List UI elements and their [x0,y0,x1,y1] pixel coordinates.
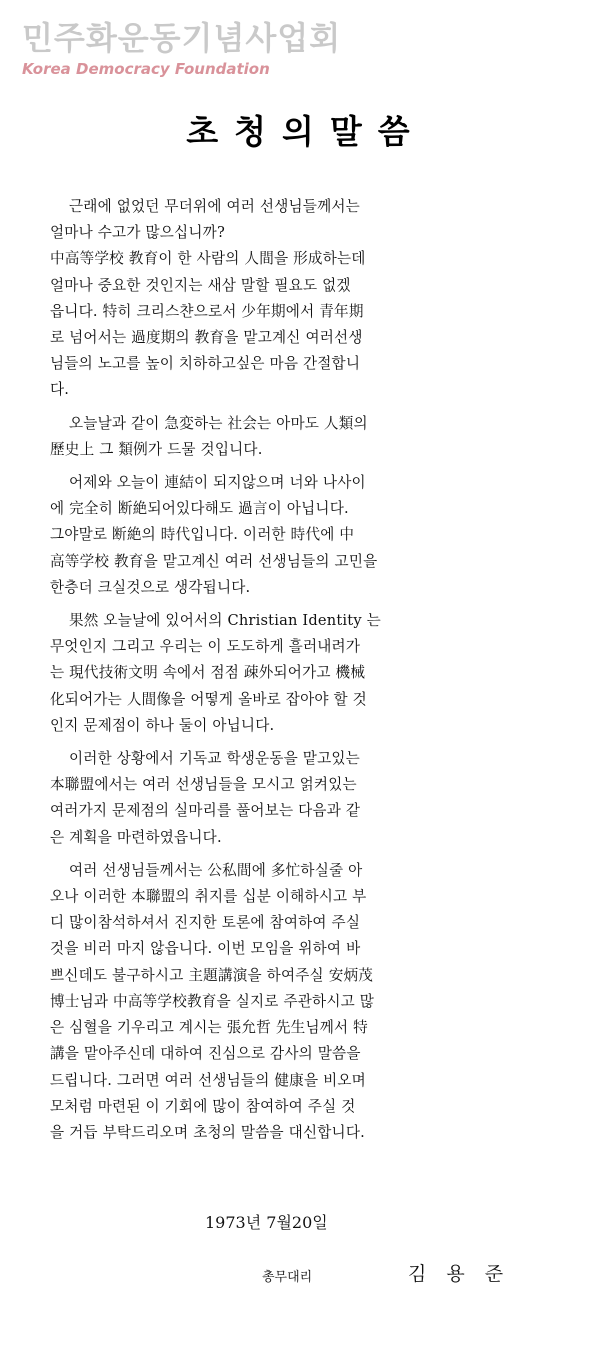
text-line: 모처럼 마련된 이 기회에 많이 참여하여 주실 것 [50,1097,356,1115]
text-line: 여러 선생님들께서는 公私間에 多忙하실줄 아 [68,861,363,879]
text-line: 는 現代技術文明 속에서 점점 疎外되어가고 機械 [50,664,366,682]
text-line: 오나 이러한 本聯盟의 취지를 십분 이해하시고 부 [50,888,367,906]
paragraph [50,746,550,851]
text-line: 한층더 크실것으로 생각됩니다. [50,578,251,596]
text-line: 쁘신데도 불구하시고 主題講演을 하여주실 安炳茂 [50,966,374,984]
paragraph [50,608,550,739]
text-line: 은 계획을 마련하였읍니다. [50,828,222,846]
text-line: 그야말로 断絶의 時代입니다. 이러한 時代에 中 [50,526,355,544]
text-line: 高等学校 教育을 맡고계신 여러 선생님들의 고민을 [50,552,378,570]
letter-body [50,194,550,1153]
text-line: 中高等学校 教育이 한 사람의 人間을 形成하는데 [50,250,366,268]
text-line: 果然 오늘날에 있어서의 Christian Identity 는 [68,612,381,630]
watermark-english: Korea Democracy Foundation [22,60,270,78]
paragraph [50,411,550,463]
paragraph [50,470,550,601]
watermark-logo [22,18,341,78]
text-line: 디 많이참석하셔서 진지한 토론에 참여하여 주실 [50,914,361,932]
text-line: 講을 맡아주신데 대하여 진심으로 감사의 말씀을 [50,1045,361,1063]
text-line: 에 完全히 断絶되어있다해도 過言이 아닙니다. [50,500,349,518]
text-line: 무엇인지 그리고 우리는 이 도도하게 흘러내려가 [50,638,361,656]
text-line: 이러한 상황에서 기독교 학생운동을 맡고있는 [68,750,360,768]
text-line: 은 심혈을 기우리고 계시는 張允哲 先生님께서 特 [50,1019,368,1037]
text-line: 을 거듭 부탁드리오며 초청의 말씀을 대신합니다. [50,1123,365,1141]
watermark-korean: 민주화운동기념사업회 [22,19,342,57]
text-line: 님들의 노고를 높이 치하하고싶은 마음 간절합니 [50,355,361,373]
document-title: 초청의말씀 [186,112,426,151]
text-line: 여러가지 문제점의 실마리를 풀어보는 다음과 같 [50,802,361,820]
text-line: 로 넘어서는 過度期의 教育을 맡고계신 여러선생 [50,329,363,347]
text-line: 어제와 오늘이 連結이 되지않으며 너와 나사이 [68,474,366,492]
paragraph [50,858,550,1146]
text-line: 근래에 없었던 무더위에 여러 선생님들께서는 [68,198,360,215]
signer-name: 김용준 [408,1263,524,1285]
text-line: 얼마나 중요한 것인지는 새삼 말할 필요도 없겠 [50,276,351,294]
text-line: 것을 비러 마지 않읍니다. 이번 모임을 위하여 바 [50,940,361,958]
text-line: 歷史上 그 類例가 드물 것입니다. [50,440,263,458]
signer-role: 총무대리 [262,1270,313,1285]
text-line: 博士님과 中高等学校教育을 실지로 주관하시고 많 [50,992,375,1010]
text-line: 인지 문제점이 하나 둘이 아닙니다. [50,716,275,734]
text-line: 化되어가는 人間像을 어떻게 올바로 잡아야 할 것 [50,690,367,708]
text-line: 읍니다. 特히 크리스챤으로서 少年期에서 青年期 [50,302,364,320]
paragraph [50,194,550,404]
text-line: 얼마나 수고가 많으십니까? [50,224,225,242]
text-line: 드립니다. 그러면 여러 선생님들의 健康을 비오며 [50,1071,366,1089]
text-line: 다. [50,381,70,399]
text-line: 오늘날과 같이 急変하는 社会는 아마도 人類의 [68,414,368,432]
letter-date: 1973년 7월20일 [205,1213,328,1232]
text-line: 本聯盟에서는 여러 선생님들을 모시고 얽켜있는 [50,776,357,794]
